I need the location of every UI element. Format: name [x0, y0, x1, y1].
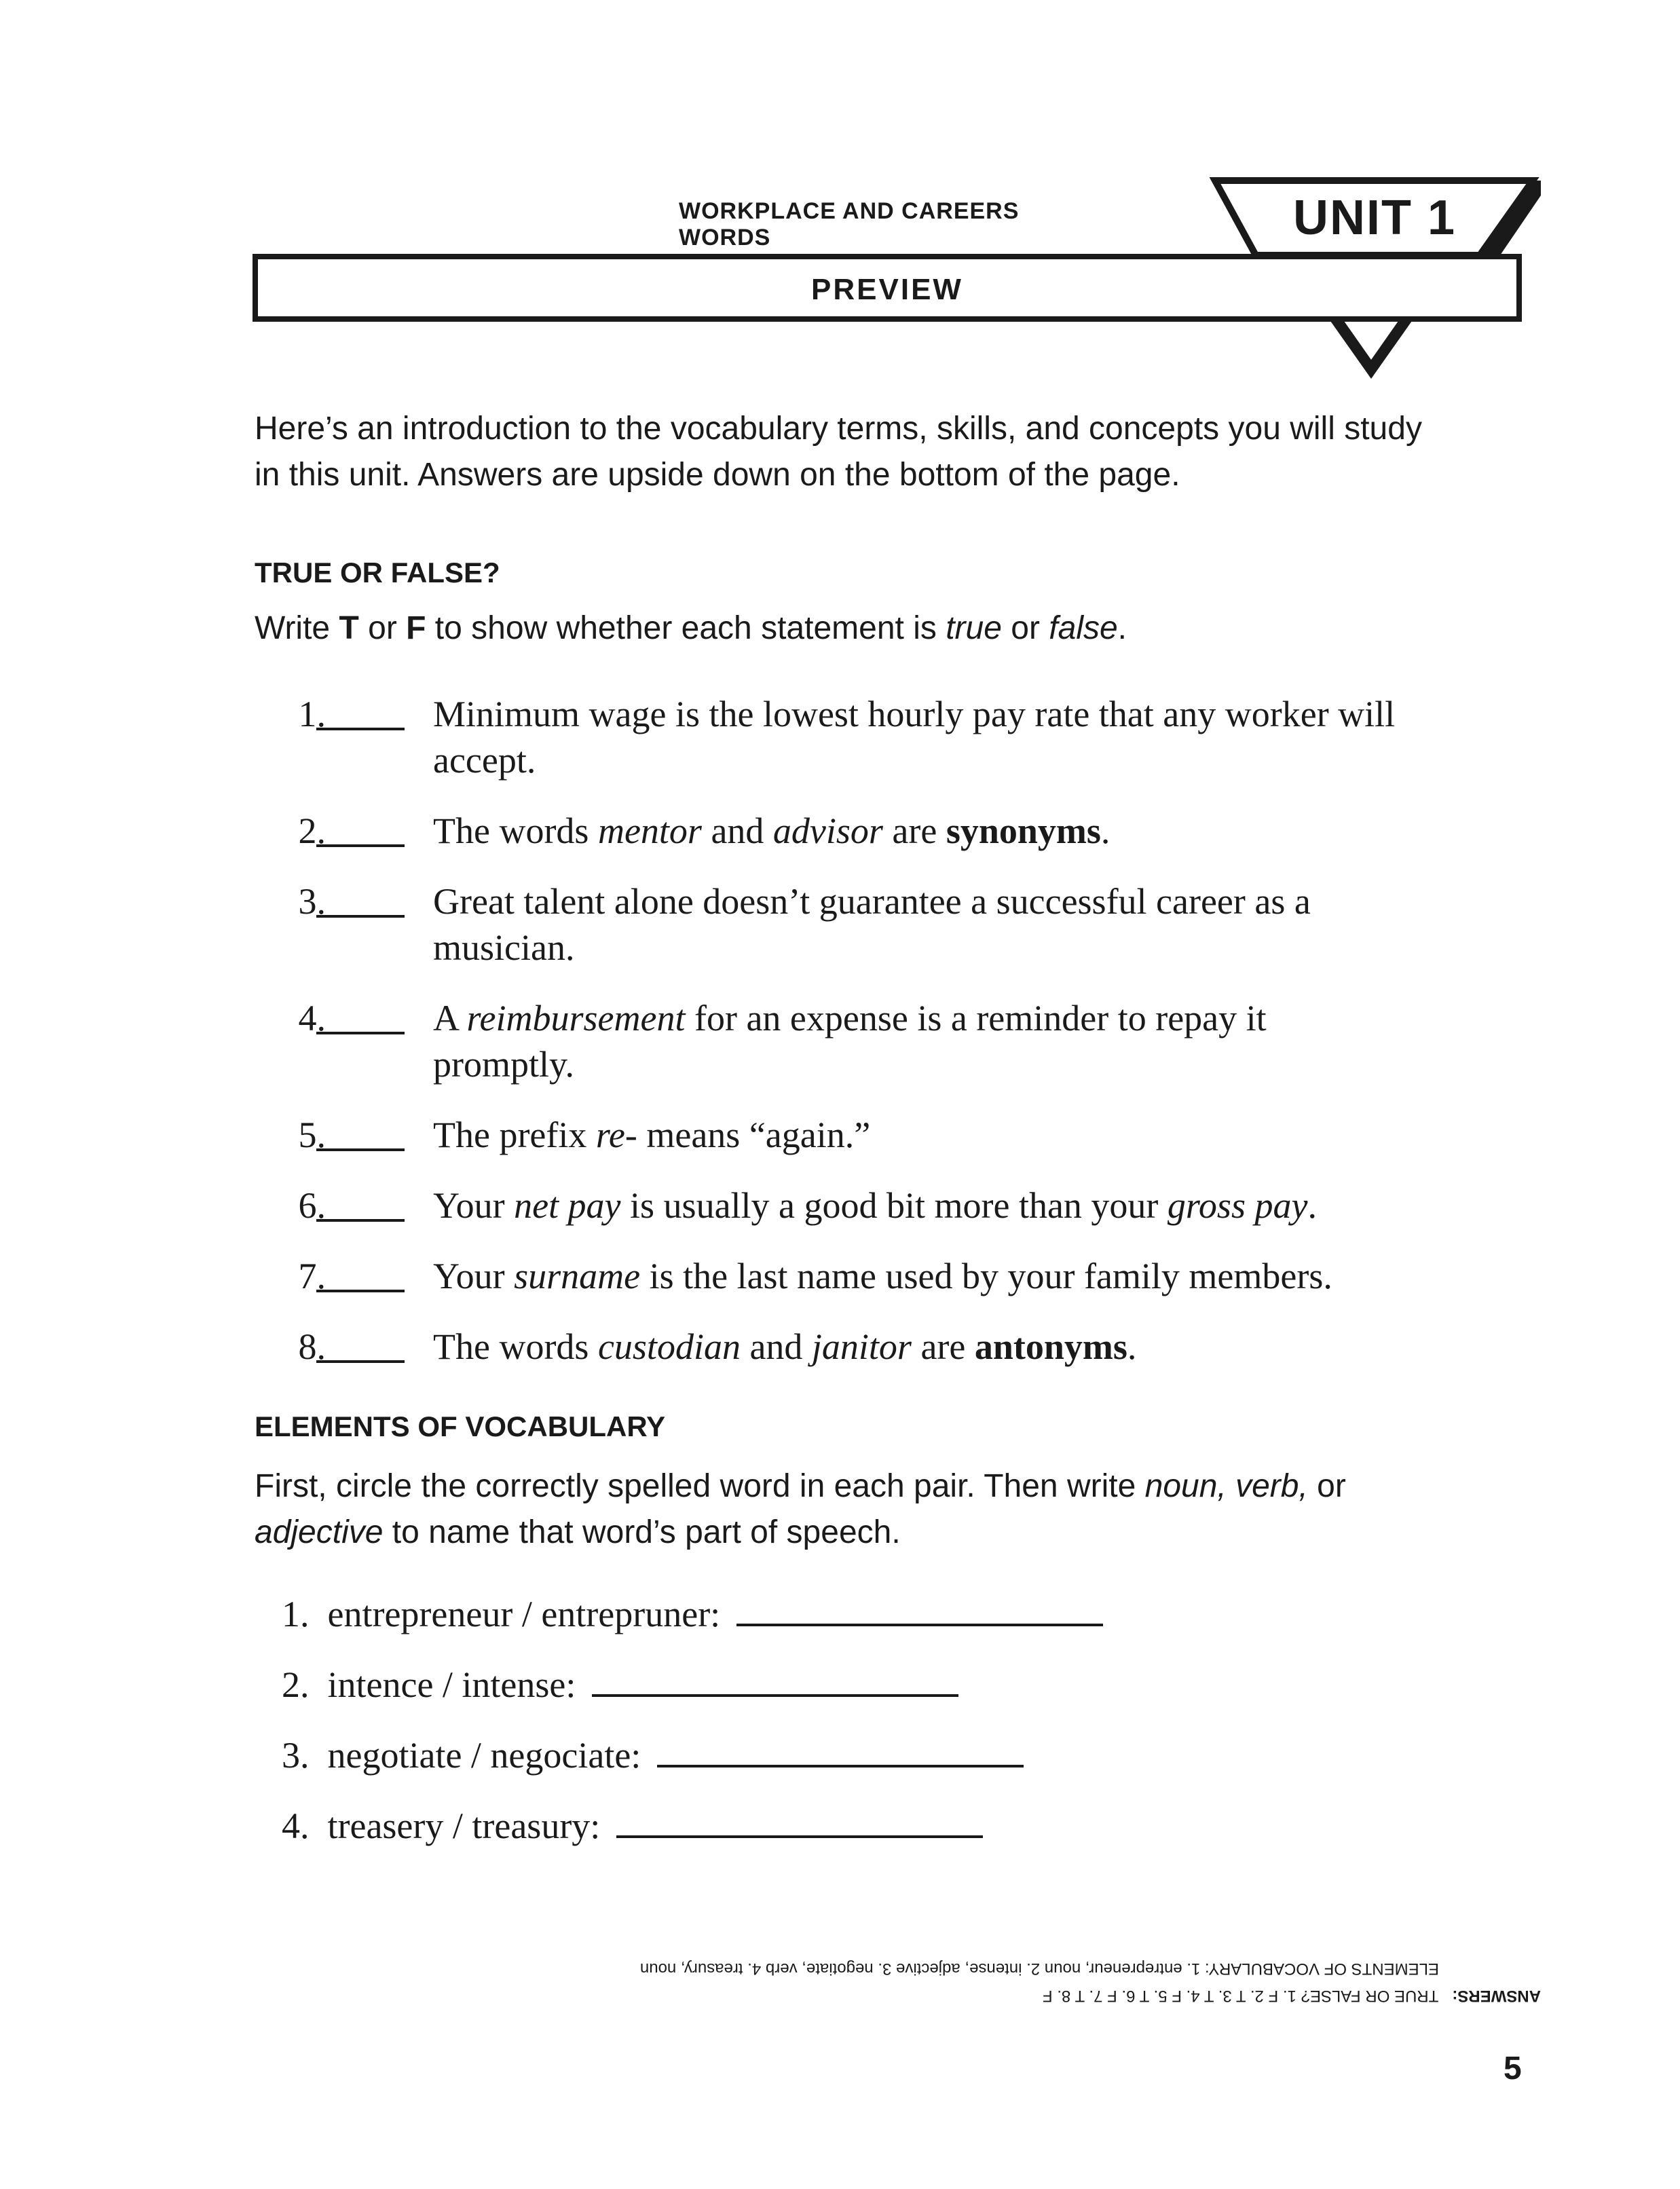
answer-line[interactable] [736, 1591, 1103, 1626]
answer-blank[interactable] [316, 728, 405, 730]
answers-true-false: TRUE OR FALSE? 1. F 2. T 3. T 4. F 5. T 6. F 7. T 8. F [1042, 1987, 1439, 2005]
elements-item: 1. entrepreneur / entrepruner: [282, 1591, 1103, 1637]
elements-item: 4. treasery / treasury: [282, 1803, 983, 1849]
elements-heading: ELEMENTS OF VOCABULARY [255, 1410, 666, 1442]
section-label: WORKPLACE AND CAREERS WORDS [679, 198, 1020, 250]
elements-item: 3. negotiate / negociate: [282, 1732, 1024, 1778]
answers-label: ANSWERS: [1452, 1987, 1541, 2005]
answer-blank[interactable] [316, 1290, 405, 1292]
elements-instruction: First, circle the correctly spelled word in each pair. Then write noun, verb, or adjective to name that word’s part of speech. [255, 1468, 1346, 1550]
answer-line[interactable] [616, 1803, 983, 1838]
answer-blank[interactable] [316, 844, 405, 847]
true-false-instruction: Write T or F to show whether each statement is true or false. [255, 610, 1127, 646]
worksheet-page: WORKPLACE AND CAREERS WORDS UNIT 1 PREVIEW Here’s an introduction to the vocabulary terms, skills, and concepts you will study in this unit. Answers are upside down on the bottom of the page. TRUE OR FALSE? Write T or F to show whether each statement is true or false. 1. Minimum wage is the lowest hourly pay rate that any worker will accept. 2. The words mentor and advisor are synonyms. 3. Great talent alone doesn’t guarantee a successful career as a musician. 4. A reimbursement for an expense is a reminder to repay it promptly. 5. The prefix re- means “again.” 6. Your net pay is usually a good bit more than your gross pay. 7. Your surname is the last name used by your family members. 8. The words custodian and janitor are antonyms. ELEMENTS OF VOCABULARY First, circle the correctly spelled word in each pair. Then write noun, verb, or adjective to name that word’s part of speech. 1. entrepreneur / entrepruner: 2. intence / intense: 3. negotiate / negociate: 4. treasery / treasury: ANSWERS: TRUE OR FALSE? 1. F 2. T 3. T 4. F 5. T 6. F 7. T 8. F ELEMENTS OF VOCABULARY: 1. entrepreneur, noun 2. intense, adjective 3. negotiate, verb 4. treasury, noun 5 [0, 0, 1680, 2189]
answer-blank[interactable] [316, 1360, 405, 1363]
answer-line[interactable] [657, 1732, 1024, 1767]
unit-label: UNIT 1 [1293, 191, 1457, 245]
intro-paragraph: Here’s an introduction to the vocabulary terms, skills, and concepts you will study in this unit. Answers are upside down on the bottom of the page. [255, 411, 1422, 493]
upside-down-answers [339, 1955, 1541, 2009]
answer-blank[interactable] [316, 1219, 405, 1222]
answer-blank[interactable] [316, 915, 405, 918]
answer-blank[interactable] [316, 1148, 405, 1151]
answers-elements: ELEMENTS OF VOCABULARY: 1. entrepreneur, noun 2. intense, adjective 3. negotiate, verb 4. treasury, noun [639, 1960, 1439, 1978]
preview-label: PREVIEW [811, 273, 963, 306]
answer-blank[interactable] [316, 1032, 405, 1034]
page-number: 5 [1504, 2051, 1522, 2087]
preview-banner [253, 254, 1522, 322]
elements-item: 2. intence / intense: [282, 1662, 958, 1708]
answer-line[interactable] [592, 1662, 958, 1697]
true-false-heading: TRUE OR FALSE? [255, 557, 500, 588]
